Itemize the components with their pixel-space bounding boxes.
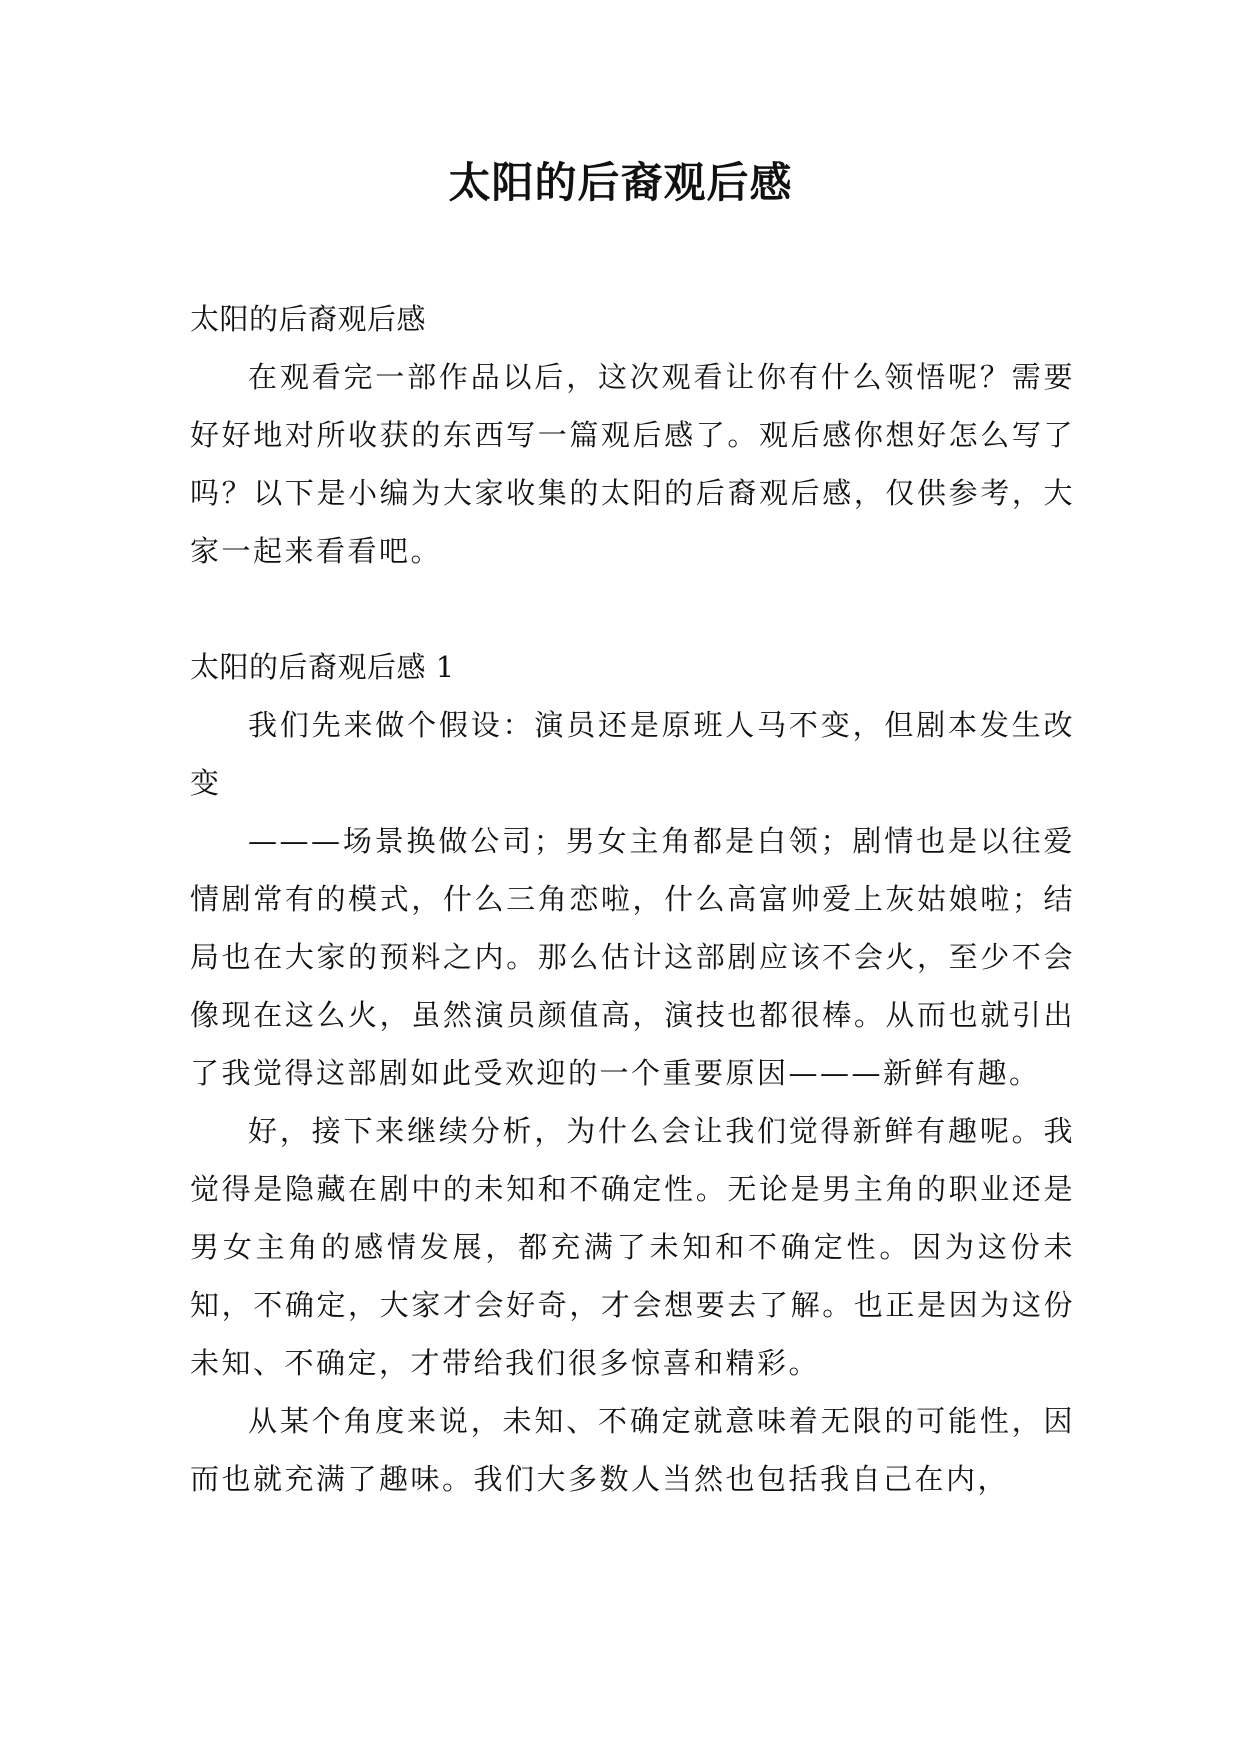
section1-paragraph-4: 从某个角度来说，未知、不确定就意味着无限的可能性，因而也就充满了趣味。我们大多数人当然也包括我自己在内， xyxy=(190,1404,1075,1496)
section1-paragraph-1: 我们先来做个假设：演员还是原班人马不变，但剧本发生改变 xyxy=(190,708,1075,800)
intro-heading: 太阳的后裔观后感 xyxy=(190,302,427,336)
intro-paragraph: 在观看完一部作品以后，这次观看让你有什么领悟呢？需要好好地对所收获的东西写一篇观后感了。观后感你想好怎么写了吗？以下是小编为大家收集的太阳的后裔观后感，仅供参考，大家一起来看看吧。 xyxy=(190,360,1075,568)
section1-paragraph-3: 好，接下来继续分析，为什么会让我们觉得新鲜有趣呢。我觉得是隐藏在剧中的未知和不确定性。无论是男主角的职业还是男女主角的感情发展，都充满了未知和不确定性。因为这份未知，不确定，大家才会好奇，才会想要去了解。也正是因为这份未知、不确定，才带给我们很多惊喜和精彩。 xyxy=(190,1114,1075,1380)
document-title: 太阳的后裔观后感 xyxy=(448,158,793,207)
document-body xyxy=(190,290,1075,1508)
section1-paragraph-2: ———场景换做公司；男女主角都是白领；剧情也是以往爱情剧常有的模式，什么三角恋啦，什么高富帅爱上灰姑娘啦；结局也在大家的预料之内。那么估计这部剧应该不会火，至少不会像现在这么火，虽然演员颜值高，演技也都很棒。从而也就引出了我觉得这部剧如此受欢迎的一个重要原因———新鲜有趣。 xyxy=(190,824,1075,1090)
section-heading-1: 太阳的后裔观后感 1 xyxy=(190,650,455,684)
section-spacer xyxy=(190,580,1075,638)
